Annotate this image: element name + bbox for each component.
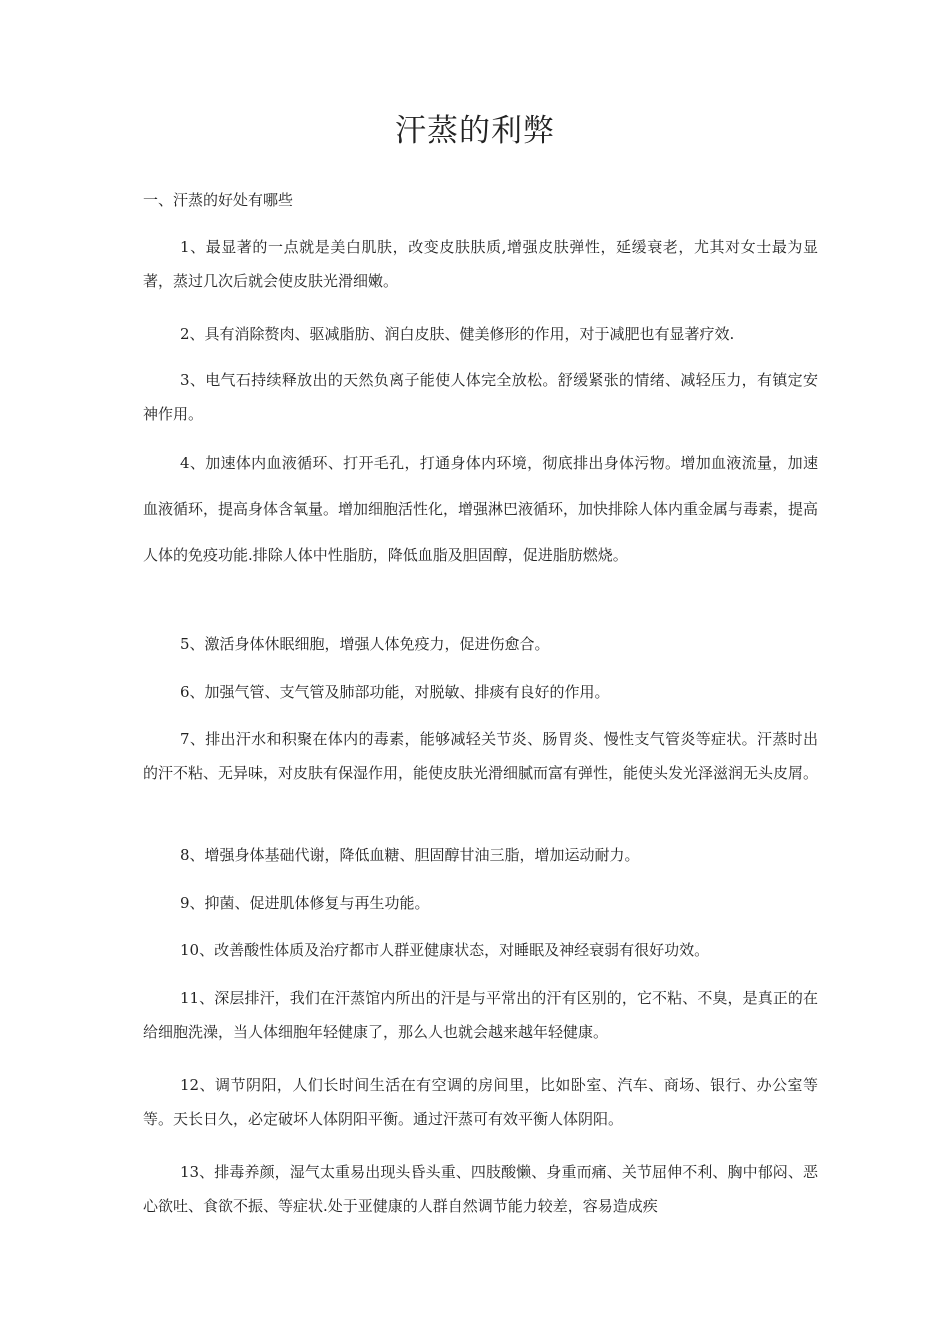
paragraph-9: 9、抑菌、促进肌体修复与再生功能。 bbox=[180, 894, 430, 912]
paragraph-4: 4、加速体内血液循环、打开毛孔，打通身体内环境，彻底排出身体污物。增加血液流量，加速血液循环，提高身体含氧量。增加细胞活性化，增强淋巴液循环，加快排除人体内重金属与毒素，提高人体的免疫功能.排除人体中性脂肪，降低血脂及胆固醇，促进脂肪燃烧。 bbox=[143, 454, 819, 564]
page-title: 汗蒸的利弊 bbox=[395, 113, 555, 149]
paragraph-2: 2、具有消除赘肉、驱减脂肪、润白皮肤、健美修形的作用，对于减肥也有显著疗效. bbox=[180, 325, 735, 343]
section-heading: 一、汗蒸的好处有哪些 bbox=[143, 191, 294, 209]
paragraph-3: 3、电气石持续释放出的天然负离子能使人体完全放松。舒缓紧张的情绪、减轻压力，有镇定安神作用。 bbox=[143, 371, 818, 423]
paragraph-13: 13、排毒养颜，湿气太重易出现头昏头重、四肢酸懒、身重而痛、关节屈伸不利、胸中郁闷、恶心欲吐、食欲不振、等症状.处于亚健康的人群自然调节能力较差，容易造成疾 bbox=[143, 1163, 818, 1215]
paragraph-10: 10、改善酸性体质及治疗都市人群亚健康状态，对睡眠及神经衰弱有很好功效。 bbox=[180, 941, 710, 959]
paragraph-1: 1、最显著的一点就是美白肌肤，改变皮肤肤质,增强皮肤弹性，延缓衰老，尤其对女士最为显著，蒸过几次后就会使皮肤光滑细嫩。 bbox=[143, 238, 818, 290]
paragraph-11: 11、深层排汗，我们在汗蒸馆内所出的汗是与平常出的汗有区别的，它不粘、不臭，是真正的在给细胞洗澡，当人体细胞年轻健康了，那么人也就会越来越年轻健康。 bbox=[143, 989, 818, 1041]
paragraph-12: 12、调节阴阳，人们长时间生活在有空调的房间里，比如卧室、汽车、商场、银行、办公室等等。天长日久，必定破坏人体阴阳平衡。通过汗蒸可有效平衡人体阴阳。 bbox=[143, 1076, 818, 1128]
paragraph-5: 5、激活身体休眠细胞，增强人体免疫力，促进伤愈合。 bbox=[180, 635, 550, 653]
paragraph-8: 8、增强身体基础代谢，降低血糖、胆固醇甘油三脂，增加运动耐力。 bbox=[180, 846, 640, 864]
paragraph-6: 6、加强气管、支气管及肺部功能，对脱敏、排痰有良好的作用。 bbox=[180, 683, 610, 701]
paragraph-7: 7、排出汗水和积聚在体内的毒素，能够减轻关节炎、肠胃炎、慢性支气管炎等症状。汗蒸时出的汗不粘、无异味，对皮肤有保湿作用，能使皮肤光滑细腻而富有弹性，能使头发光泽滋润无头皮屑。 bbox=[143, 730, 819, 782]
